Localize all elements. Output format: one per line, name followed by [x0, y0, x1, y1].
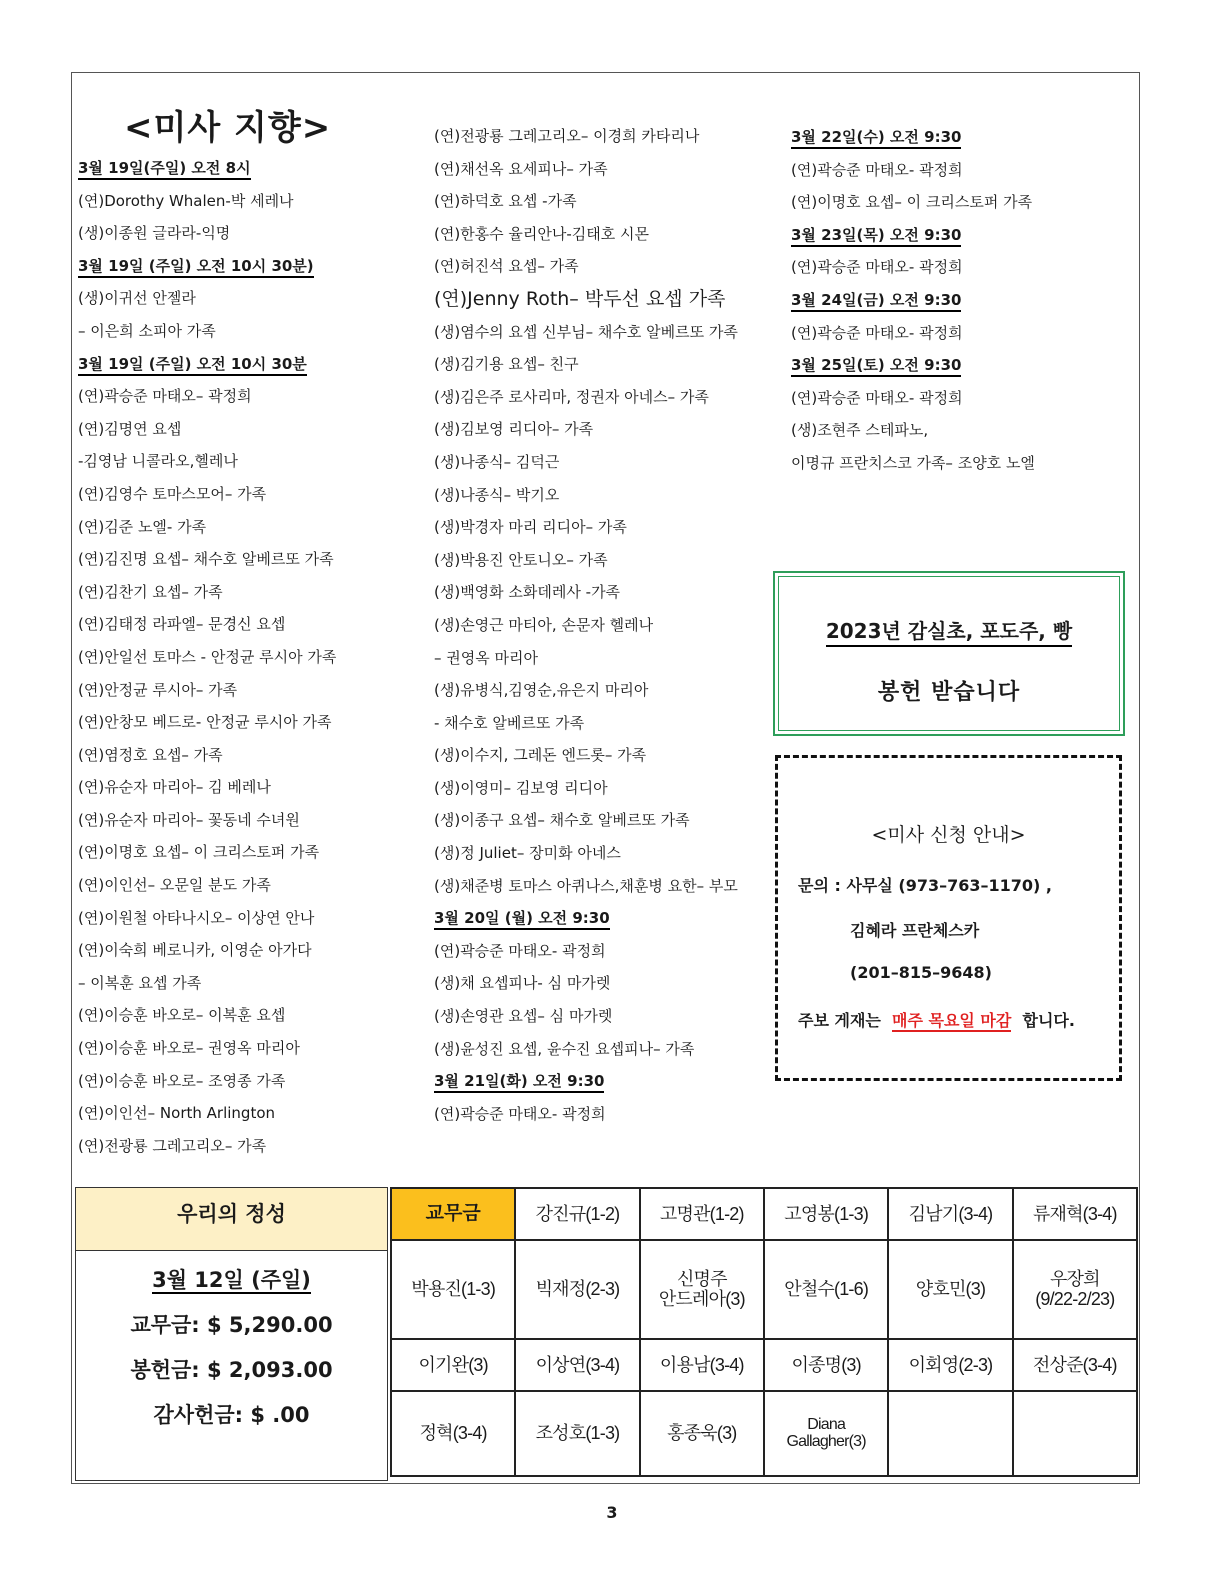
page-number: 3: [606, 1503, 618, 1522]
offering-date-text: 3월 12일 (주일): [152, 1268, 311, 1292]
deadline-note: [798, 1008, 1075, 1031]
intention-line: (생)손영관 요셉– 심 마가렛: [434, 1007, 613, 1026]
intention-line: (연)이승훈 바오로– 권영옥 마리아: [78, 1039, 300, 1058]
name-cell: 고영봉(1-3): [764, 1188, 888, 1240]
intention-line: (생)김보영 리디아– 가족: [434, 420, 594, 439]
intention-line: (연)염정호 요셉– 가족: [78, 745, 223, 764]
name-cell: 박용진(1-3): [391, 1240, 515, 1339]
mass-time-text: 3월 20일 (월) 오전 9:30: [434, 909, 610, 930]
mass-time-header: [434, 1065, 774, 1098]
intention-line: (연)곽승준 마태오- 곽정희: [791, 160, 963, 179]
intention-line: (연)김태정 라파엘– 문경신 요셉: [78, 615, 286, 634]
intentions-column-2: [434, 120, 774, 1130]
name-cell: 홍종욱(3): [640, 1391, 764, 1476]
mass-time-header: [78, 250, 418, 283]
intention-line: (연)Jenny Roth– 박두선 요셉 가족: [434, 287, 726, 310]
offering-donation: 봉헌금: $ 2,093.00: [130, 1358, 333, 1382]
intention-line: (생)채준병 토마스 아퀴나스,채훈병 요한– 부모: [434, 876, 738, 895]
mass-time-header: [791, 349, 1131, 382]
name-cell: 이기완(3): [391, 1339, 515, 1391]
intention-line: – 이복훈 요셉 가족: [78, 973, 202, 992]
intention-line: (생)이귀선 안젤라: [78, 289, 196, 308]
name-cell: 이회영(2-3): [888, 1339, 1012, 1391]
intention-line: (생)김은주 로사리마, 정권자 아네스– 가족: [434, 387, 709, 406]
name-cell: [888, 1391, 1012, 1476]
intention-line: (연)곽승준 마태오- 곽정희: [791, 258, 963, 277]
intention-line: (생)나종식– 김덕근: [434, 452, 560, 471]
intention-line: (생)이영미– 김보영 리디아: [434, 778, 608, 797]
name-cell: 빅재정(2-3): [515, 1240, 639, 1339]
mass-time-text: 3월 19일 (주일) 오전 10시 30분: [78, 355, 307, 376]
intention-line: (생)유병식,김영순,유은지 마리아: [434, 681, 649, 700]
mass-time-header: [78, 152, 418, 185]
name-cell: 양호민(3): [888, 1240, 1012, 1339]
deadline-pre: 주보 게재는: [798, 1011, 881, 1030]
name-cell: 정혁(3-4): [391, 1391, 515, 1476]
intention-line: (생)윤성진 요셉, 윤수진 요셉피나– 가족: [434, 1039, 695, 1058]
intention-line: 이명규 프란치스코 가족– 조양호 노엘: [791, 453, 1035, 472]
intention-line: (연)유순자 마리아– 김 베레나: [78, 778, 271, 797]
offering-date: [76, 1264, 387, 1294]
intention-line: (연)곽승준 마태오- 곽정희: [791, 323, 963, 342]
name-cell: 전상준(3-4): [1013, 1339, 1137, 1391]
contact-person: 김혜라 프란체스카: [850, 921, 980, 940]
mass-time-header: [434, 902, 774, 935]
intention-line: (연)이원철 아타나시오– 이상연 안나: [78, 908, 315, 927]
contact-office: 문의 : 사무실 (973–763–1170) ,: [798, 876, 1052, 895]
page-title: <미사 지향>: [124, 108, 332, 148]
offering-notice-box: [773, 571, 1125, 736]
intention-line: (연)전광룡 그레고리오– 이경희 카타리나: [434, 127, 700, 145]
mass-time-header: [791, 284, 1131, 317]
intention-line: – 이은희 소피아 가족: [78, 321, 216, 340]
notice-line-2: 봉헌 받습니다: [877, 680, 1021, 705]
intention-line: (생)이종원 글라라-익명: [78, 224, 231, 243]
mass-time-header: [791, 121, 1131, 154]
intention-line: (연)곽승준 마태오- 곽정희: [434, 1104, 606, 1123]
name-cell: 이상연(3-4): [515, 1339, 639, 1391]
mass-time-text: 3월 23일(목) 오전 9:30: [791, 226, 961, 247]
intentions-column-3: [791, 121, 1131, 480]
notice-line-1-text: 2023년 감실초, 포도주, 빵: [826, 619, 1072, 647]
intention-line: (연)허진석 요셉– 가족: [434, 257, 579, 276]
intention-line: (연)김진명 요셉– 채수호 알베르또 가족: [78, 550, 334, 569]
intention-line: (생)손영근 마티아, 손문자 헬레나: [434, 615, 654, 634]
name-cell: 이종명(3): [764, 1339, 888, 1391]
intention-line: (연)안정균 루시아– 가족: [78, 680, 238, 699]
table-row: [391, 1240, 1137, 1339]
intention-line: (연)이인선– North Arlington: [78, 1104, 276, 1123]
intention-line: (생)염수의 요셉 신부님– 채수호 알베르또 가족: [434, 322, 738, 341]
category-cell: 교무금: [391, 1188, 515, 1240]
name-cell: Diana Gallagher(3): [764, 1391, 888, 1476]
intention-line: (생)나종식– 박기오: [434, 485, 560, 504]
name-cell: 조성호(1-3): [515, 1391, 639, 1476]
intention-line: (연)이명호 요셉– 이 크리스토퍼 가족: [791, 193, 1033, 212]
intention-line: (연)안일선 토마스 - 안정균 루시아 가족: [78, 647, 337, 666]
mass-time-text: 3월 19일(주일) 오전 8시: [78, 159, 251, 180]
intention-line: (연)곽승준 마태오– 곽정희: [78, 387, 252, 406]
offering-thanks: 감사헌금: $ .00: [153, 1403, 310, 1427]
intention-line: (연)김명연 요셉: [78, 419, 182, 438]
intention-line: (생)이수지, 그레돈 엔드롯– 가족: [434, 746, 647, 765]
table-row: [391, 1188, 1137, 1240]
notice-inner-border: [778, 576, 1120, 731]
name-cell: 강진규(1-2): [515, 1188, 639, 1240]
intention-line: (연)김찬기 요셉– 가족: [78, 582, 223, 601]
intention-line: (생)정 Juliet– 장미화 아네스: [434, 844, 621, 863]
intention-line: (연)김영수 토마스모어– 가족: [78, 484, 267, 503]
intention-line: (연)이숙희 베로니카, 이영순 아가다: [78, 941, 312, 960]
intention-line: (생)김기용 요셉– 친구: [434, 355, 579, 374]
intention-line: (생)박경자 마리 리디아– 가족: [434, 518, 627, 537]
offering-tuition: 교무금: $ 5,290.00: [130, 1313, 333, 1337]
table-row: [391, 1339, 1137, 1391]
mass-time-text: 3월 24일(금) 오전 9:30: [791, 291, 961, 312]
intention-line: (생)박용진 안토니오– 가족: [434, 550, 608, 569]
name-cell: 우장희 (9/22-2/23): [1013, 1240, 1137, 1339]
intention-line: (연)곽승준 마태오- 곽정희: [791, 388, 963, 407]
name-cell: 김남기(3-4): [888, 1188, 1012, 1240]
intention-line: (생)이종구 요셉– 채수호 알베르또 가족: [434, 811, 690, 830]
deadline-post: 합니다.: [1022, 1011, 1075, 1030]
intention-line: -김영남 니콜라오,헬레나: [78, 452, 238, 471]
intention-line: (연)곽승준 마태오- 곽정희: [434, 941, 606, 960]
offering-box: [75, 1187, 388, 1481]
contact-phone: (201–815–9648): [850, 963, 992, 982]
table-row: [391, 1391, 1137, 1476]
mass-time-text: 3월 19일 (주일) 오전 10시 30분): [78, 257, 314, 278]
intention-line: (연)채선옥 요세피나– 가족: [434, 159, 608, 178]
mass-time-header: [78, 348, 418, 381]
name-cell: 류재혁(3-4): [1013, 1188, 1137, 1240]
mass-time-text: 3월 22일(수) 오전 9:30: [791, 128, 961, 149]
mass-time-text: 3월 25일(토) 오전 9:30: [791, 356, 961, 377]
intention-line: (연)김준 노엘- 가족: [78, 517, 207, 536]
intention-line: (연)이명호 요셉– 이 크리스토퍼 가족: [78, 843, 320, 862]
mass-time-text: 3월 21일(화) 오전 9:30: [434, 1072, 604, 1093]
intentions-column-1: [78, 152, 418, 1162]
intention-line: (연)전광룡 그레고리오– 가족: [78, 1136, 267, 1155]
donor-names-table: [390, 1187, 1138, 1477]
deadline-highlight: 매주 목요일 마감: [892, 1011, 1012, 1030]
intention-line: (연)유순자 마리아– 꽃동네 수녀원: [78, 810, 300, 829]
intention-line: - 채수호 알베르또 가족: [434, 713, 585, 732]
intention-line: (연)이승훈 바오로– 이복훈 요셉: [78, 1006, 286, 1025]
intention-line: (연)한홍수 율리안나-김태호 시몬: [434, 224, 650, 243]
offering-title: 우리의 정성: [76, 1188, 387, 1251]
intention-line: (연)하덕호 요셉 -가족: [434, 192, 577, 211]
name-cell: 신명주 안드레아(3): [640, 1240, 764, 1339]
intention-line: (연)안창모 베드로- 안정균 루시아 가족: [78, 713, 332, 732]
mass-time-header: [791, 219, 1131, 252]
notice-line-1: [775, 615, 1123, 644]
intention-line: (생)백영화 소화데레사 -가족: [434, 583, 621, 602]
intention-line: (생)조현주 스테파노,: [791, 421, 929, 440]
intention-line: (생)채 요셉피나- 심 마가렛: [434, 974, 611, 993]
intention-line: (연)이인선– 오문일 분도 가족: [78, 876, 271, 895]
mass-request-box: [775, 755, 1122, 1081]
intention-line: – 권영옥 마리아: [434, 648, 538, 667]
intention-line: (연)Dorothy Whalen-박 세레나: [78, 191, 294, 210]
name-cell: 고명관(1-2): [640, 1188, 764, 1240]
name-cell: 이용남(3-4): [640, 1339, 764, 1391]
mass-request-heading: <미사 신청 안내>: [871, 824, 1026, 846]
name-cell: 안철수(1-6): [764, 1240, 888, 1339]
name-cell: [1013, 1391, 1137, 1476]
intention-line: (연)이승훈 바오로– 조영종 가족: [78, 1071, 286, 1090]
